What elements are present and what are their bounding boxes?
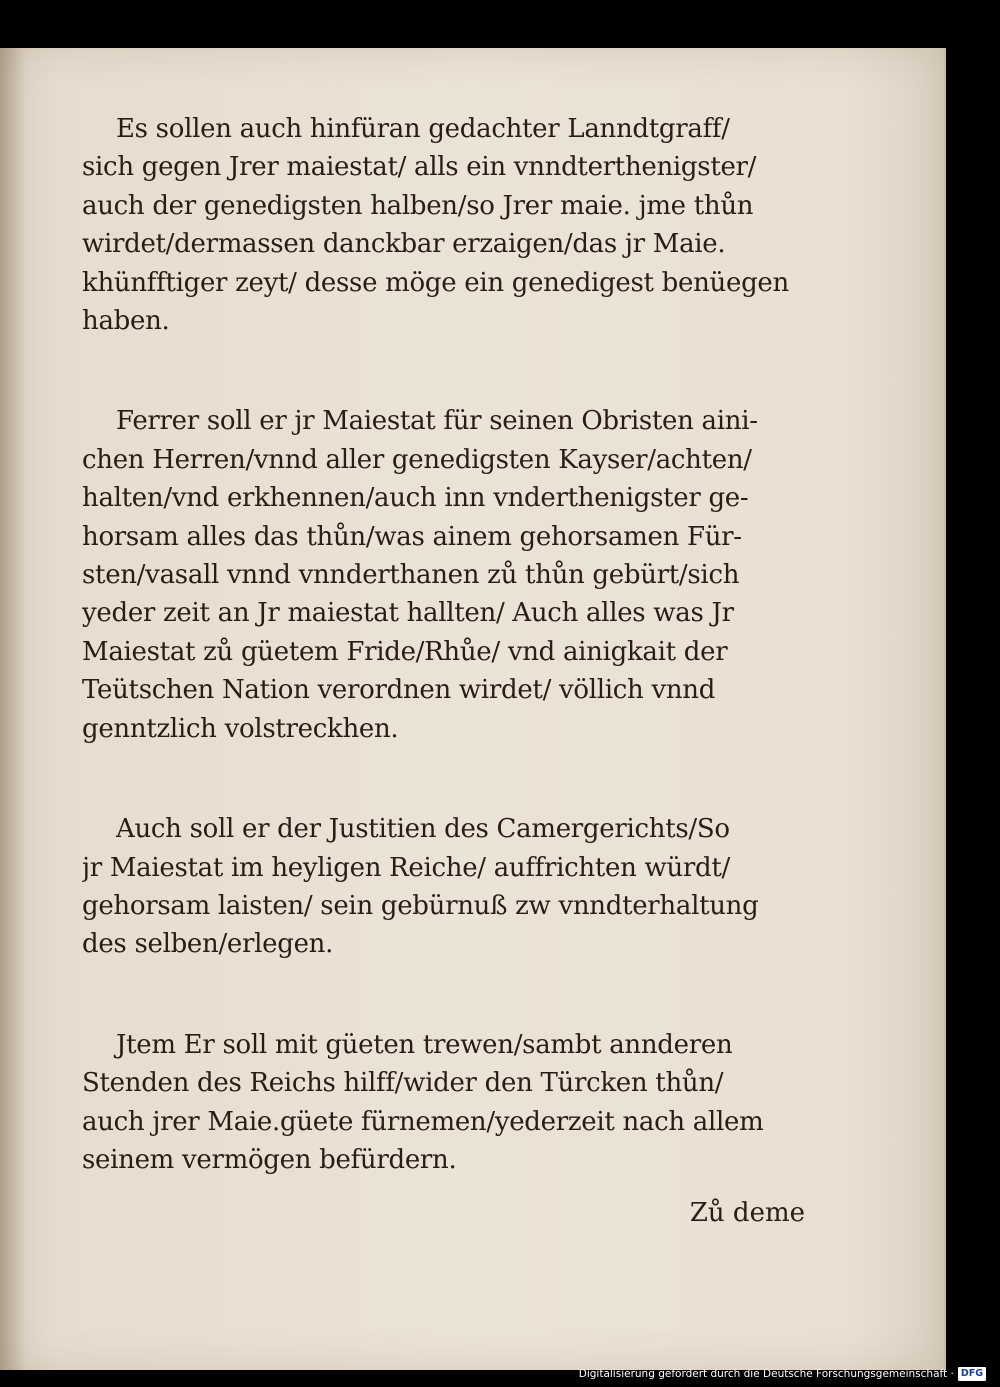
dfg-logo: DFG xyxy=(958,1367,986,1381)
text-line: khünfftiger zeyt/ desse möge ein genedigest benüegen xyxy=(82,267,789,298)
paragraph-2 xyxy=(82,402,812,748)
text-line: Jtem Er soll mit güeten trewen/sambt annderen xyxy=(116,1029,733,1060)
text-line: auch jrer Maie.güete fürnemen/yederzeit nach allem xyxy=(82,1106,764,1137)
document-page xyxy=(0,48,946,1370)
digitization-credit xyxy=(579,1366,986,1382)
text-line: gehorsam laisten/ sein gebürnuß zw vnndterhaltung xyxy=(82,890,759,921)
text-line: chen Herren/vnnd aller genedigsten Kayser/achten/ xyxy=(82,444,752,475)
text-line: Teütschen Nation verordnen wirdet/ völlich vnnd xyxy=(82,675,716,706)
text-line: des selben/erlegen. xyxy=(82,929,334,960)
text-line: yeder zeit an Jr maiestat hallten/ Auch alles was Jr xyxy=(82,598,734,629)
paragraph-1 xyxy=(82,110,812,340)
credit-text: Digitalisierung gefördert durch die Deutsche Forschungsgemeinschaft · xyxy=(578,1368,954,1380)
text-line: Auch soll er der Justitien des Camergerichts/So xyxy=(116,814,730,845)
paragraph-4 xyxy=(82,1026,812,1180)
text-line: haben. xyxy=(82,306,170,337)
text-line: wirdet/dermassen danckbar erzaigen/das jr Maie. xyxy=(82,229,726,260)
text-line: sich gegen Jrer maiestat/ alls ein vnndterthenigster/ xyxy=(82,152,757,183)
text-line: Ferrer soll er jr Maiestat für seinen Obristen aini- xyxy=(116,406,758,437)
text-line: Stenden des Reichs hilff/wider den Türcken thůn/ xyxy=(82,1068,724,1099)
text-line: jr Maiestat im heyligen Reiche/ auffrichten würdt/ xyxy=(82,852,730,883)
catchword: Zů deme xyxy=(689,1198,805,1228)
text-line: seinem vermögen befürdern. xyxy=(82,1144,457,1175)
page-gutter-shadow xyxy=(0,48,26,1370)
text-line: genntzlich volstreckhen. xyxy=(82,713,399,744)
text-line: halten/vnd erkhennen/auch inn vnderthenigster ge- xyxy=(82,483,749,514)
text-line: Maiestat zů güetem Fride/Rhůe/ vnd ainigkait der xyxy=(82,636,728,667)
text-line: auch der genedigsten halben/so Jrer maie. jme thůn xyxy=(82,190,754,221)
text-line: Es sollen auch hinfüran gedachter Lanndtgraff/ xyxy=(116,114,730,144)
page-text-block xyxy=(82,110,812,1179)
paragraph-3 xyxy=(82,810,812,964)
text-line: sten/vasall vnnd vnnderthanen zů thůn gebürt/sich xyxy=(82,560,740,591)
text-line: horsam alles das thůn/was ainem gehorsamen Für- xyxy=(82,521,742,552)
